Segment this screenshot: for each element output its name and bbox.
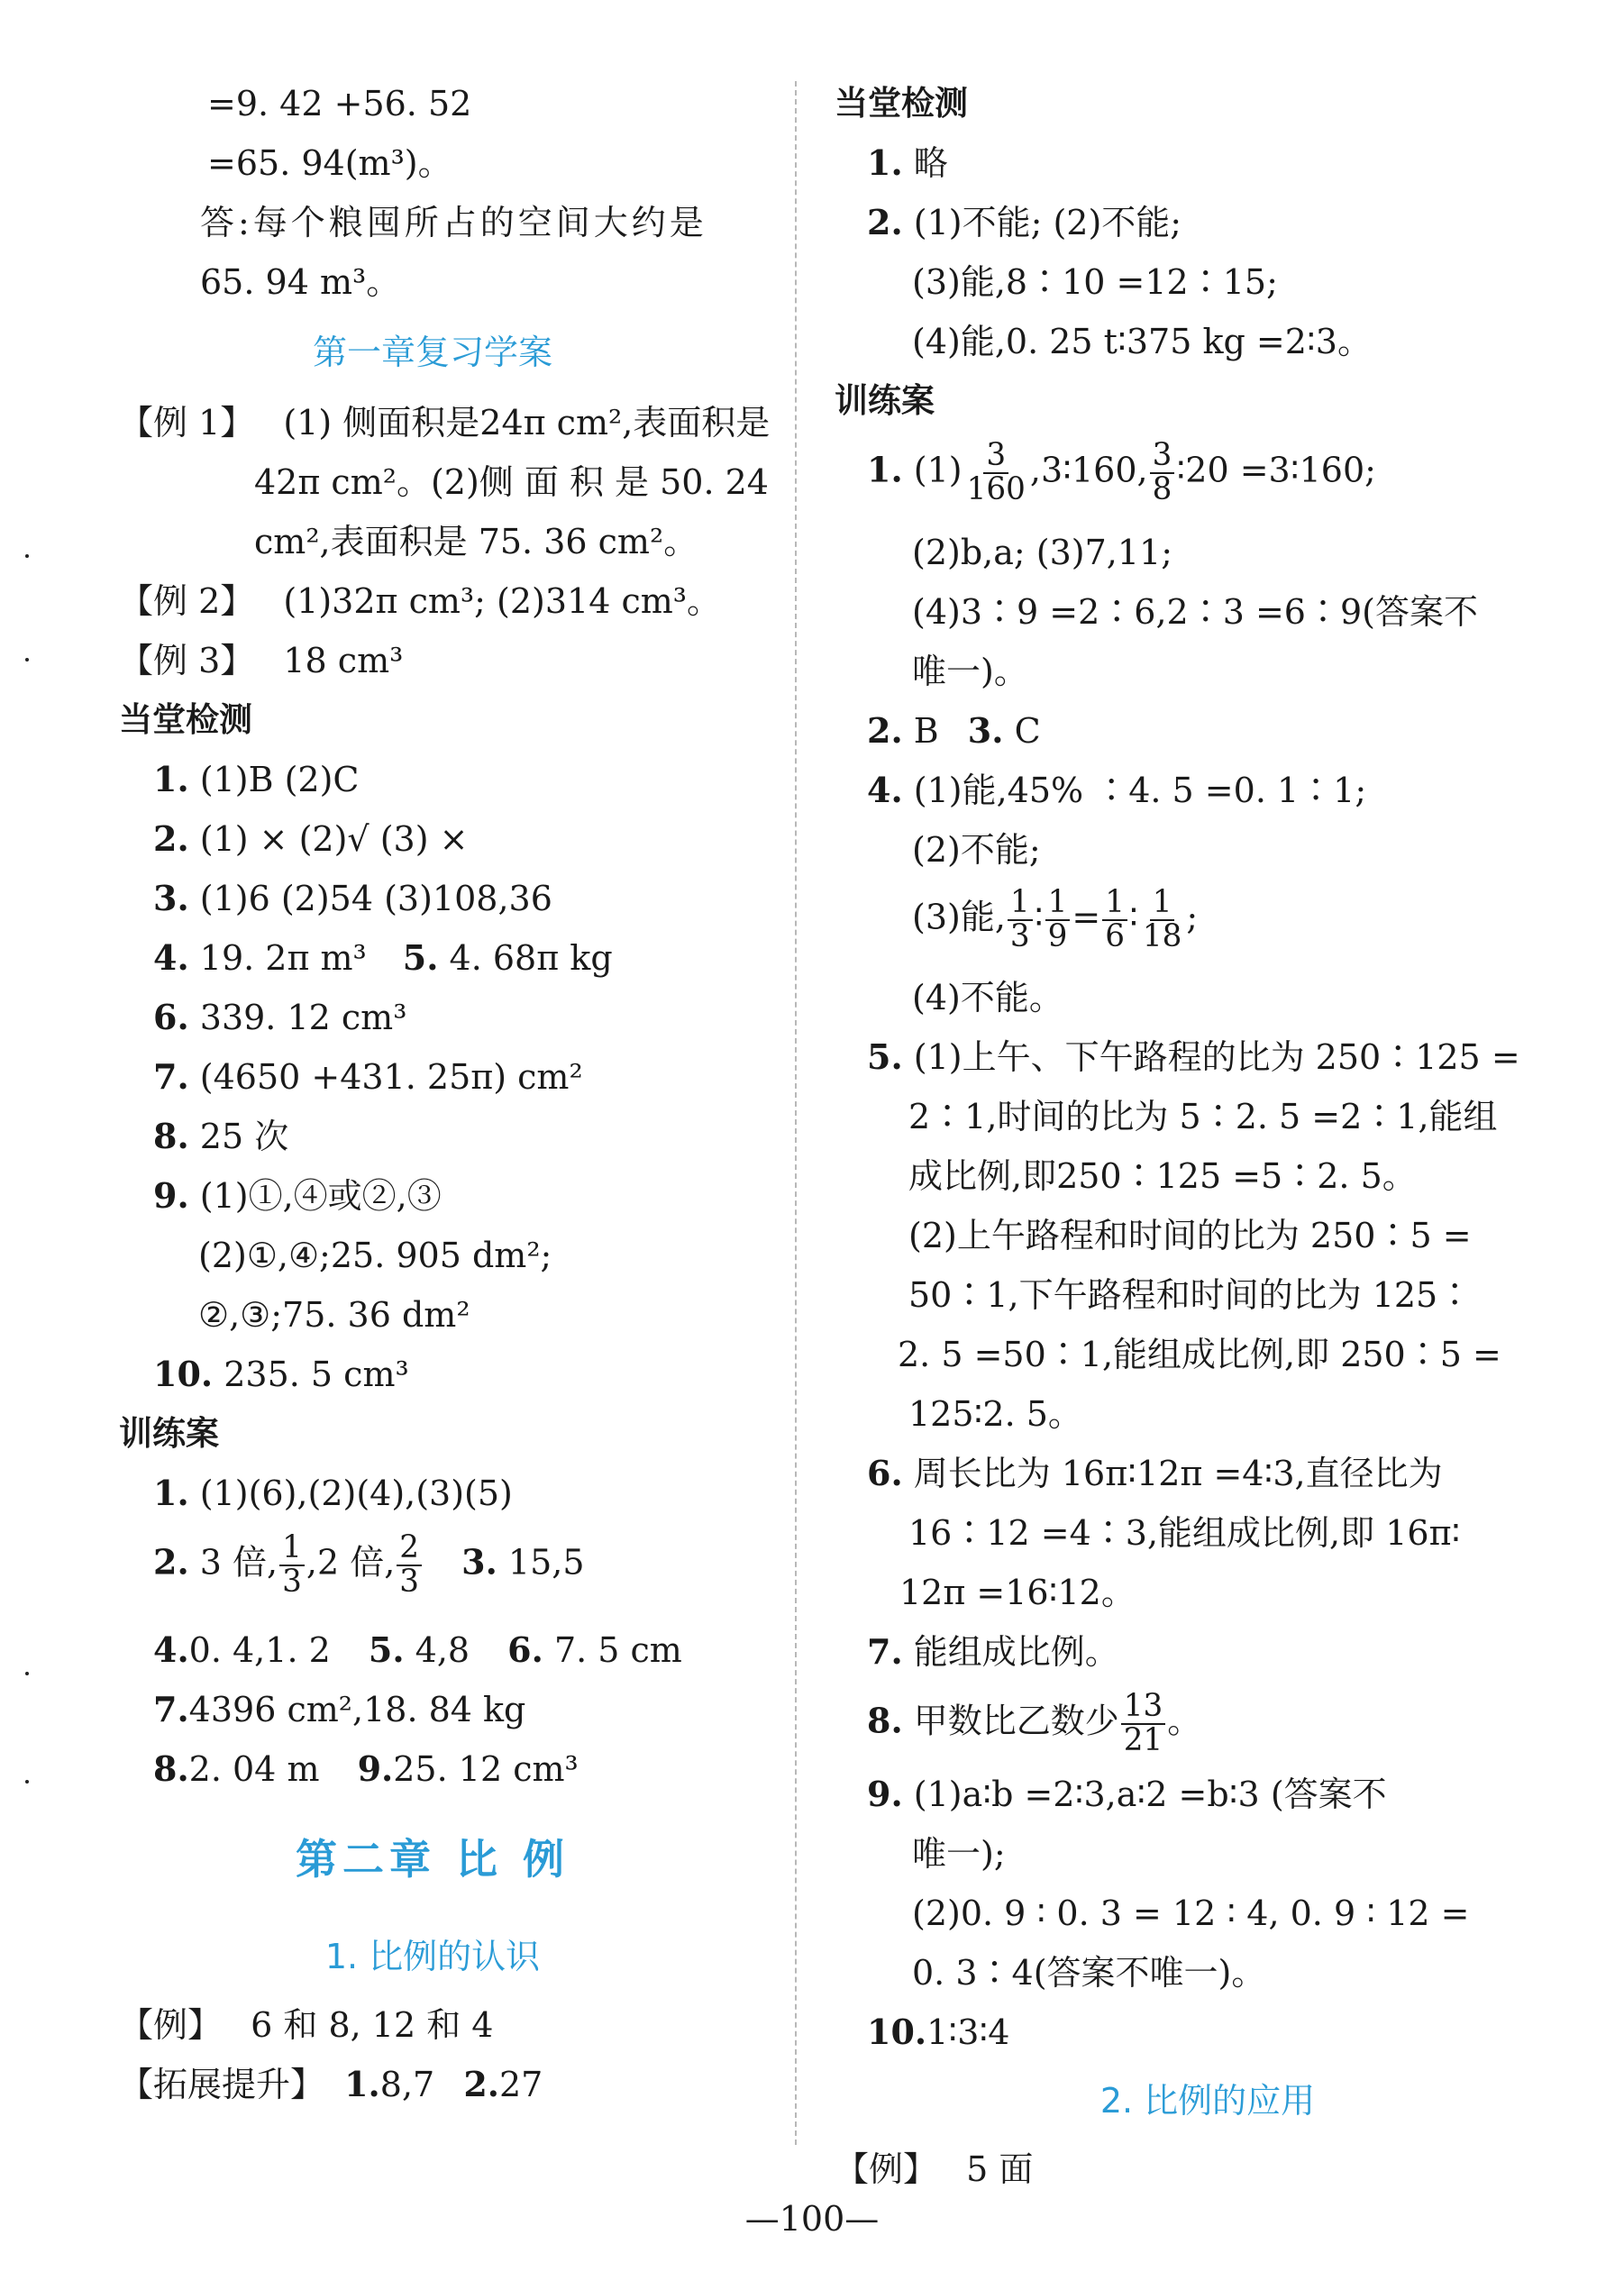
fraction: $\frac{2}{3}$ [397, 1532, 422, 1599]
train-item [867, 710, 1041, 751]
example-tag: 【例 3】 [119, 641, 255, 680]
calc-line: =9. 42 +56. 52 [207, 84, 472, 123]
item-number: 9. [153, 1175, 189, 1216]
item-number: 2. [463, 2064, 499, 2104]
page-number: —100— [744, 2199, 880, 2239]
example-tag: 【例 2】 [119, 581, 255, 621]
item-number: 6. [507, 1629, 543, 1670]
check-item [153, 818, 469, 859]
margin-dot [25, 554, 29, 558]
fraction: $\frac{13}{21}$ [1121, 1691, 1166, 1757]
item-text: 19. 2π m³ [199, 938, 367, 978]
item-number: 5. [368, 1629, 405, 1670]
train-item [153, 1629, 682, 1670]
fraction: $\frac{1}{6}$ [1102, 887, 1127, 953]
item-number: 3. [461, 1541, 497, 1583]
item-text: 4. 68π kg [449, 938, 613, 978]
item-number: 1. [153, 759, 189, 799]
extension-tag: 【拓展提升】 [119, 2065, 325, 2104]
item-text: B [913, 711, 939, 751]
check-item-cont: (3)能,8∶10 =12∶15; [912, 262, 1278, 302]
item-number: 5. [867, 1036, 903, 1077]
train-item-cont: 2∶1,时间的比为 5∶2. 5 =2∶1,能组 [908, 1097, 1498, 1136]
item-number: 4. [867, 770, 903, 810]
margin-dot [25, 658, 29, 661]
fraction: $\frac{3}{8}$ [1150, 440, 1175, 506]
item-text: (1)能,45% ∶4. 5 =0. 1∶1; [913, 771, 1367, 810]
item-text: 周长比为 16π∶12π =4∶3,直径比为 [913, 1454, 1443, 1493]
item-text: (1)不能; (2)不能; [913, 203, 1182, 242]
example-text: 5 面 [966, 2149, 1034, 2189]
item-number: 9. [357, 1748, 394, 1789]
item-number: 2. [867, 202, 903, 242]
check-item [867, 202, 1182, 242]
item-text: 339. 12 cm³ [199, 998, 407, 1037]
check-title: 当堂检测 [119, 700, 252, 739]
train-item-cont: 50∶1,下午路程和时间的比为 125∶ [908, 1275, 1473, 1315]
item-number: 10. [867, 2012, 927, 2052]
train-item [153, 1473, 513, 1513]
item-text: ,2 倍, [306, 1542, 396, 1583]
item-text: 25 次 [199, 1117, 289, 1156]
train-item-cont: 成比例,即250∶125 =5∶2. 5。 [908, 1156, 1417, 1196]
example-3 [119, 643, 403, 678]
item-text: (1)上午、下午路程的比为 250∶125 = [913, 1037, 1520, 1077]
margin-dot [25, 1780, 29, 1784]
train-item-cont: 唯一)。 [912, 652, 1028, 691]
item-text: (1)B (2)C [199, 760, 360, 799]
check-item [153, 1354, 409, 1394]
item-text: 8,7 [379, 2065, 435, 2104]
check-item [153, 1116, 289, 1156]
item-text: 235. 5 cm³ [224, 1355, 409, 1394]
train-item [867, 1036, 1520, 1077]
column-divider [795, 81, 797, 2145]
fraction: $\frac{1}{3}$ [279, 1532, 305, 1599]
check-item [153, 878, 552, 918]
chapter-title: 第二章 比 例 [295, 1835, 570, 1884]
item-text: (1)6 (2)54 (3)108,36 [199, 879, 552, 918]
check-item-cont: ②,③;75. 36 dm² [198, 1295, 470, 1335]
train-item-cont: (3)能, $\frac{1}{3}$ ∶ $\frac{1}{9}$ = $\frac{1}{6}$ ∶ $\frac{1}{18}$ ; [912, 884, 1199, 954]
check-title: 当堂检测 [835, 84, 968, 123]
item-number: 2. [867, 710, 903, 751]
train-item-cont: (2)上午路程和时间的比为 250∶5 = [908, 1216, 1472, 1255]
check-item [153, 759, 360, 799]
check-item [153, 1175, 442, 1216]
example-1-cont: cm²,表面积是 75. 36 cm²。 [254, 522, 698, 561]
item-number: 7. [153, 1056, 189, 1097]
item-text: ∶20 =3∶160; [1176, 450, 1376, 490]
train-item [867, 1631, 1119, 1672]
item-text: (4650 +431. 25π) cm² [199, 1057, 583, 1097]
item-number: 6. [867, 1453, 903, 1493]
train-item-cont: 0. 3∶4(答案不唯一)。 [912, 1953, 1266, 1993]
section-title: 1. 比例的认识 [324, 1937, 541, 1976]
extension [119, 2064, 543, 2104]
example-tag: 【例】 [835, 2149, 938, 2189]
item-number: 9. [867, 1774, 903, 1814]
example-tag: 【例】 [119, 2005, 223, 2045]
item-number: 3. [153, 878, 189, 918]
train-item: 8. 甲数比乙数少 $\frac{13}{21}$ 。 [867, 1688, 1202, 1758]
item-text: 7. 5 cm [553, 1630, 682, 1670]
example-text: 18 cm³ [283, 641, 404, 680]
item-number: 2. [153, 1541, 189, 1583]
check-item [153, 1056, 583, 1097]
train-item-cont: (2)不能; [912, 830, 1041, 870]
train-item-cont: (4)3∶9 =2∶6,2∶3 =6∶9(答案不 [912, 592, 1478, 632]
check-item [153, 937, 613, 978]
check-item-cont: (4)能,0. 25 t∶375 kg =2∶3。 [912, 322, 1372, 361]
train-title: 训练案 [835, 381, 935, 420]
item-text: 甲数比乙数少 [913, 1701, 1119, 1741]
train-title: 训练案 [119, 1414, 219, 1453]
example-text: (1)32π cm³; (2)314 cm³。 [283, 581, 722, 621]
train-item-cont: 125∶2. 5。 [908, 1394, 1082, 1434]
item-text: 25. 12 cm³ [393, 1749, 579, 1789]
section-title: 2. 比例的应用 [1099, 2081, 1316, 2121]
item-number: 4. [153, 1629, 189, 1670]
item-text: (1)(6),(2)(4),(3)(5) [199, 1473, 513, 1513]
example [835, 2149, 1034, 2189]
item-number: 1. [867, 449, 903, 490]
answer-line: 65. 94 m³。 [200, 262, 401, 302]
fraction: $\frac{1}{9}$ [1045, 887, 1071, 953]
example-text: 6 和 8, 12 和 4 [251, 2005, 494, 2045]
item-text: ,3∶160, [1029, 450, 1148, 490]
item-text: (1)①,④或②,③ [199, 1176, 442, 1216]
check-item-cont: (2)①,④;25. 905 dm²; [198, 1236, 552, 1275]
calc-line: =65. 94(m³)。 [207, 143, 452, 183]
item-text: (1) [913, 450, 963, 490]
train-item [153, 1689, 526, 1729]
item-text: 0. 4,1. 2 [188, 1630, 331, 1670]
example-tag: 【例 1】 [119, 403, 255, 442]
item-number: 8. [153, 1748, 189, 1789]
check-item [867, 142, 948, 183]
item-number: 8. [867, 1700, 903, 1741]
example-1 [119, 403, 771, 442]
item-text: C [1014, 711, 1041, 751]
item-number: 1. [153, 1473, 189, 1513]
train-item [867, 2012, 1010, 2052]
example-text: (1) 侧面积是24π cm²,表面积是 [283, 403, 771, 442]
item-text: 略 [913, 143, 948, 183]
train-item-cont: 2. 5 =50∶1,能组成比例,即 250∶5 = [898, 1335, 1501, 1374]
answer-line: 答:每个粮囤所占的空间大约是 [200, 203, 707, 242]
item-text: 4396 cm²,18. 84 kg [188, 1690, 526, 1729]
train-item [867, 1453, 1443, 1493]
example-2 [119, 581, 722, 621]
train-item [153, 1748, 579, 1789]
fraction: $\frac{3}{160}$ [966, 437, 1026, 507]
train-item-cont: (4)不能。 [912, 978, 1063, 1017]
train-item [867, 770, 1367, 810]
item-number: 1. [344, 2064, 380, 2104]
fraction: $\frac{1}{18}$ [1142, 884, 1182, 954]
check-item [153, 997, 407, 1037]
item-text: 3 倍, [199, 1542, 278, 1583]
item-number: 1. [867, 142, 903, 183]
item-number: 6. [153, 997, 189, 1037]
item-number: 8. [153, 1116, 189, 1156]
item-text: 能组成比例。 [913, 1632, 1119, 1672]
item-number: 7. [153, 1689, 189, 1729]
train-item [867, 437, 1376, 507]
item-number: 5. [402, 937, 439, 978]
train-item-cont: 16∶12 =4∶3,能组成比例,即 16π∶ [908, 1513, 1461, 1553]
item-text: (1) × (2)√ (3) × [199, 819, 469, 859]
margin-dot [25, 1672, 29, 1675]
item-text: (1)a∶b =2∶3,a∶2 =b∶3 (答案不 [913, 1775, 1387, 1814]
example [119, 2005, 494, 2045]
train-item-cont: (2)b,a; (3)7,11; [912, 533, 1173, 572]
fraction: $\frac{1}{3}$ [1008, 887, 1033, 953]
item-number: 2. [153, 818, 189, 859]
train-item-cont: 12π =16∶12。 [899, 1573, 1136, 1612]
train-item [153, 1529, 585, 1600]
item-number: 10. [153, 1354, 214, 1394]
review-title: 第一章复习学案 [312, 333, 552, 372]
train-item-cont: 唯一); [912, 1834, 1006, 1874]
item-number: 4. [153, 937, 189, 978]
item-number: 7. [867, 1631, 903, 1672]
item-number: 3. [967, 710, 1004, 751]
item-text: 2. 04 m [188, 1749, 320, 1789]
item-text: 1∶3∶4 [926, 2012, 1010, 2052]
example-1-cont: 42π cm²。(2)侧 面 积 是 50. 24 [254, 462, 769, 502]
item-text: 27 [498, 2065, 543, 2104]
item-text: 4,8 [415, 1630, 470, 1670]
train-item-cont: (2)0. 9 ∶ 0. 3 = 12 ∶ 4, 0. 9 ∶ 12 = [912, 1893, 1470, 1933]
train-item [867, 1774, 1387, 1814]
item-text: 15,5 [507, 1542, 585, 1583]
